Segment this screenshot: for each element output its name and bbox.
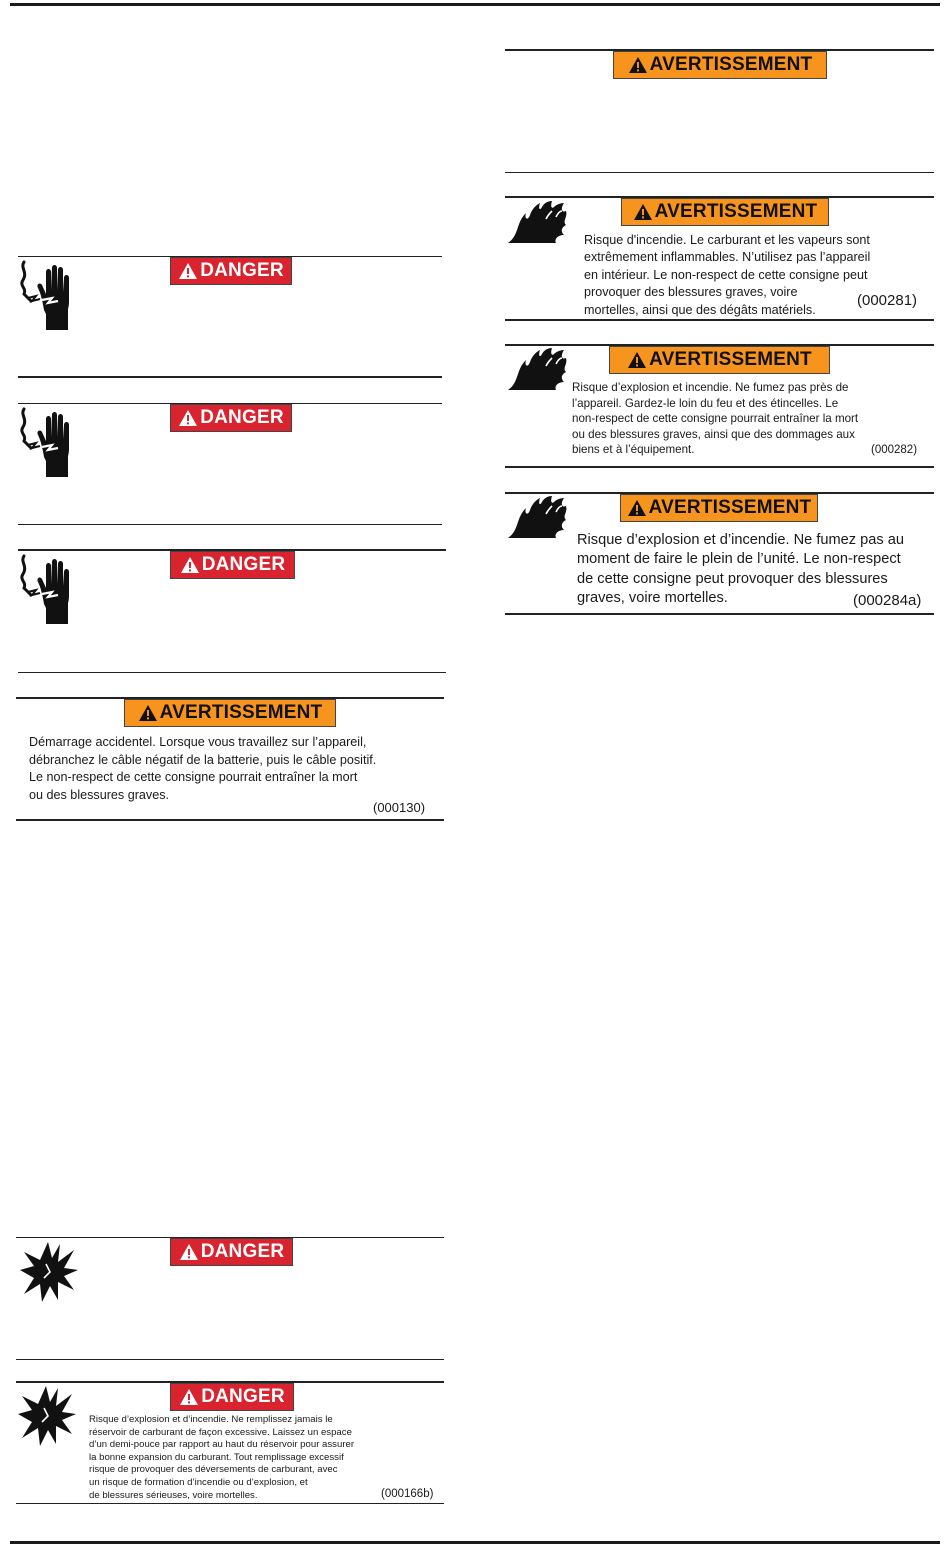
alert-triangle-icon — [179, 1388, 199, 1406]
message-line: Risque d’explosion et d’incendie. Ne fumez pas au — [577, 532, 904, 548]
danger-2-bottom-rule — [18, 524, 442, 525]
alert-triangle-icon — [633, 203, 653, 221]
message-line: Risque d’explosion et d’incendie. Ne remplissez jamais le — [89, 1414, 333, 1425]
message-line: ou des blessures graves. — [29, 787, 170, 802]
warning-banner-2 — [609, 346, 830, 374]
alert-triangle-icon — [138, 704, 158, 722]
danger-banner-1 — [170, 257, 292, 285]
alert-triangle-icon — [178, 262, 198, 280]
danger-4-bottom-rule — [16, 1359, 444, 1360]
fire-flame-icon — [506, 494, 570, 540]
alert-triangle-icon — [628, 56, 648, 74]
danger-banner-5 — [170, 1383, 294, 1411]
warning-banner-1 — [621, 198, 829, 226]
warning-label: AVERTISSEMENT — [159, 702, 323, 723]
message-line: d’un demi-pouce par rapport au haut du réservoir pour assurer — [89, 1439, 355, 1451]
warning-3-bottom-rule — [505, 613, 934, 615]
message-line: Le non-respect de cette consigne pourrait entraîner la mort — [29, 770, 358, 784]
warning-label: AVERTISSEMENT — [649, 349, 812, 370]
warning-start-message — [29, 734, 376, 804]
message-line: débranchez le câble négatif de la batterie, puis le câble positif. — [29, 752, 377, 767]
danger-5-code: (000166b) — [381, 1488, 434, 1500]
warning-1-code: (000281) — [857, 292, 918, 309]
fire-flame-icon — [506, 346, 570, 392]
explosion-icon — [16, 1384, 78, 1448]
explosion-icon — [18, 1240, 80, 1304]
message-line: réservoir de carburant de façon excessive. Laissez un espace — [89, 1426, 352, 1438]
warning-banner-start — [124, 699, 336, 727]
message-line: graves, voire mortelles. — [577, 590, 728, 607]
danger-label: DANGER — [201, 554, 286, 575]
danger-banner-3 — [170, 551, 295, 579]
message-line: la bonne expansion du carburant. Tout remplissage excessif — [89, 1451, 344, 1463]
message-line: un risque de formation d’incendie ou d’explosion, et — [89, 1476, 308, 1488]
danger-1-bottom-rule — [18, 376, 442, 378]
warning-2-message — [572, 380, 858, 458]
message-line: risque de provoquer des déversements de carburant, avec — [89, 1464, 338, 1476]
warning-1-message — [584, 232, 870, 319]
message-line: provoquer des blessures graves, voire — [584, 285, 798, 300]
warning-2-bottom-rule — [505, 466, 934, 468]
warning-banner-3 — [620, 494, 818, 522]
alert-triangle-icon — [179, 1243, 199, 1261]
page-bottom-rule — [10, 1541, 940, 1544]
alert-triangle-icon — [180, 556, 200, 574]
danger-5-bottom-rule — [16, 1503, 444, 1504]
message-line: Risque d’explosion et incendie. Ne fumez pas près de — [572, 381, 849, 394]
message-line: biens et à l’équipement. — [572, 443, 695, 457]
danger-label: DANGER — [200, 260, 284, 281]
warning-label: AVERTISSEMENT — [654, 201, 818, 222]
danger-banner-4 — [170, 1238, 293, 1266]
danger-3-bottom-rule — [18, 672, 446, 673]
warning-label: AVERTISSEMENT — [648, 497, 812, 518]
danger-label: DANGER — [200, 1241, 285, 1262]
warning-start-bottom-rule — [16, 819, 444, 821]
warning-label: AVERTISSEMENT — [649, 54, 813, 75]
warning-banner-0 — [613, 51, 827, 79]
message-line: l’appareil. Gardez-le loin du feu et des étincelles. Le — [572, 396, 839, 410]
message-line: moment de faire le plein de l’unité. Le non-respect — [577, 551, 901, 568]
electric-shock-hand-icon — [18, 405, 76, 479]
danger-banner-2 — [170, 404, 292, 432]
danger-label: DANGER — [200, 407, 284, 428]
alert-triangle-icon — [627, 351, 647, 369]
alert-triangle-icon — [627, 499, 647, 517]
danger-5-message — [89, 1414, 354, 1502]
electric-shock-hand-icon — [18, 552, 76, 626]
alert-triangle-icon — [178, 409, 198, 427]
message-line: de blessures sérieuses, voire mortelles. — [89, 1489, 258, 1501]
warning-2-code: (000282) — [871, 444, 918, 456]
message-line: ou des blessures graves, ainsi que des dommages aux — [572, 427, 855, 441]
message-line: extrêmement inflammables. N’utilisez pas l’appareil — [584, 250, 871, 265]
message-line: en intérieur. Le non-respect de cette consigne peut — [584, 267, 868, 282]
page-top-rule — [10, 3, 940, 6]
message-line: Démarrage accidentel. Lorsque vous travaillez sur l’appareil, — [29, 735, 367, 749]
message-line: de cette consigne peut provoquer des blessures — [577, 570, 888, 587]
fire-flame-icon — [506, 199, 570, 245]
message-line: non-respect de cette consigne pourrait entraîner la mort — [572, 412, 859, 426]
electric-shock-hand-icon — [18, 258, 76, 332]
message-line: Risque d'incendie. Le carburant et les vapeurs sont — [584, 233, 870, 247]
warning-start-code: (000130) — [373, 800, 426, 815]
message-line: mortelles, ainsi que des dégâts matériels. — [584, 302, 816, 317]
danger-label: DANGER — [201, 1386, 285, 1407]
warning-0-bottom-rule — [505, 172, 934, 173]
warning-3-code: (000284a) — [853, 592, 922, 609]
warning-1-bottom-rule — [505, 319, 934, 321]
